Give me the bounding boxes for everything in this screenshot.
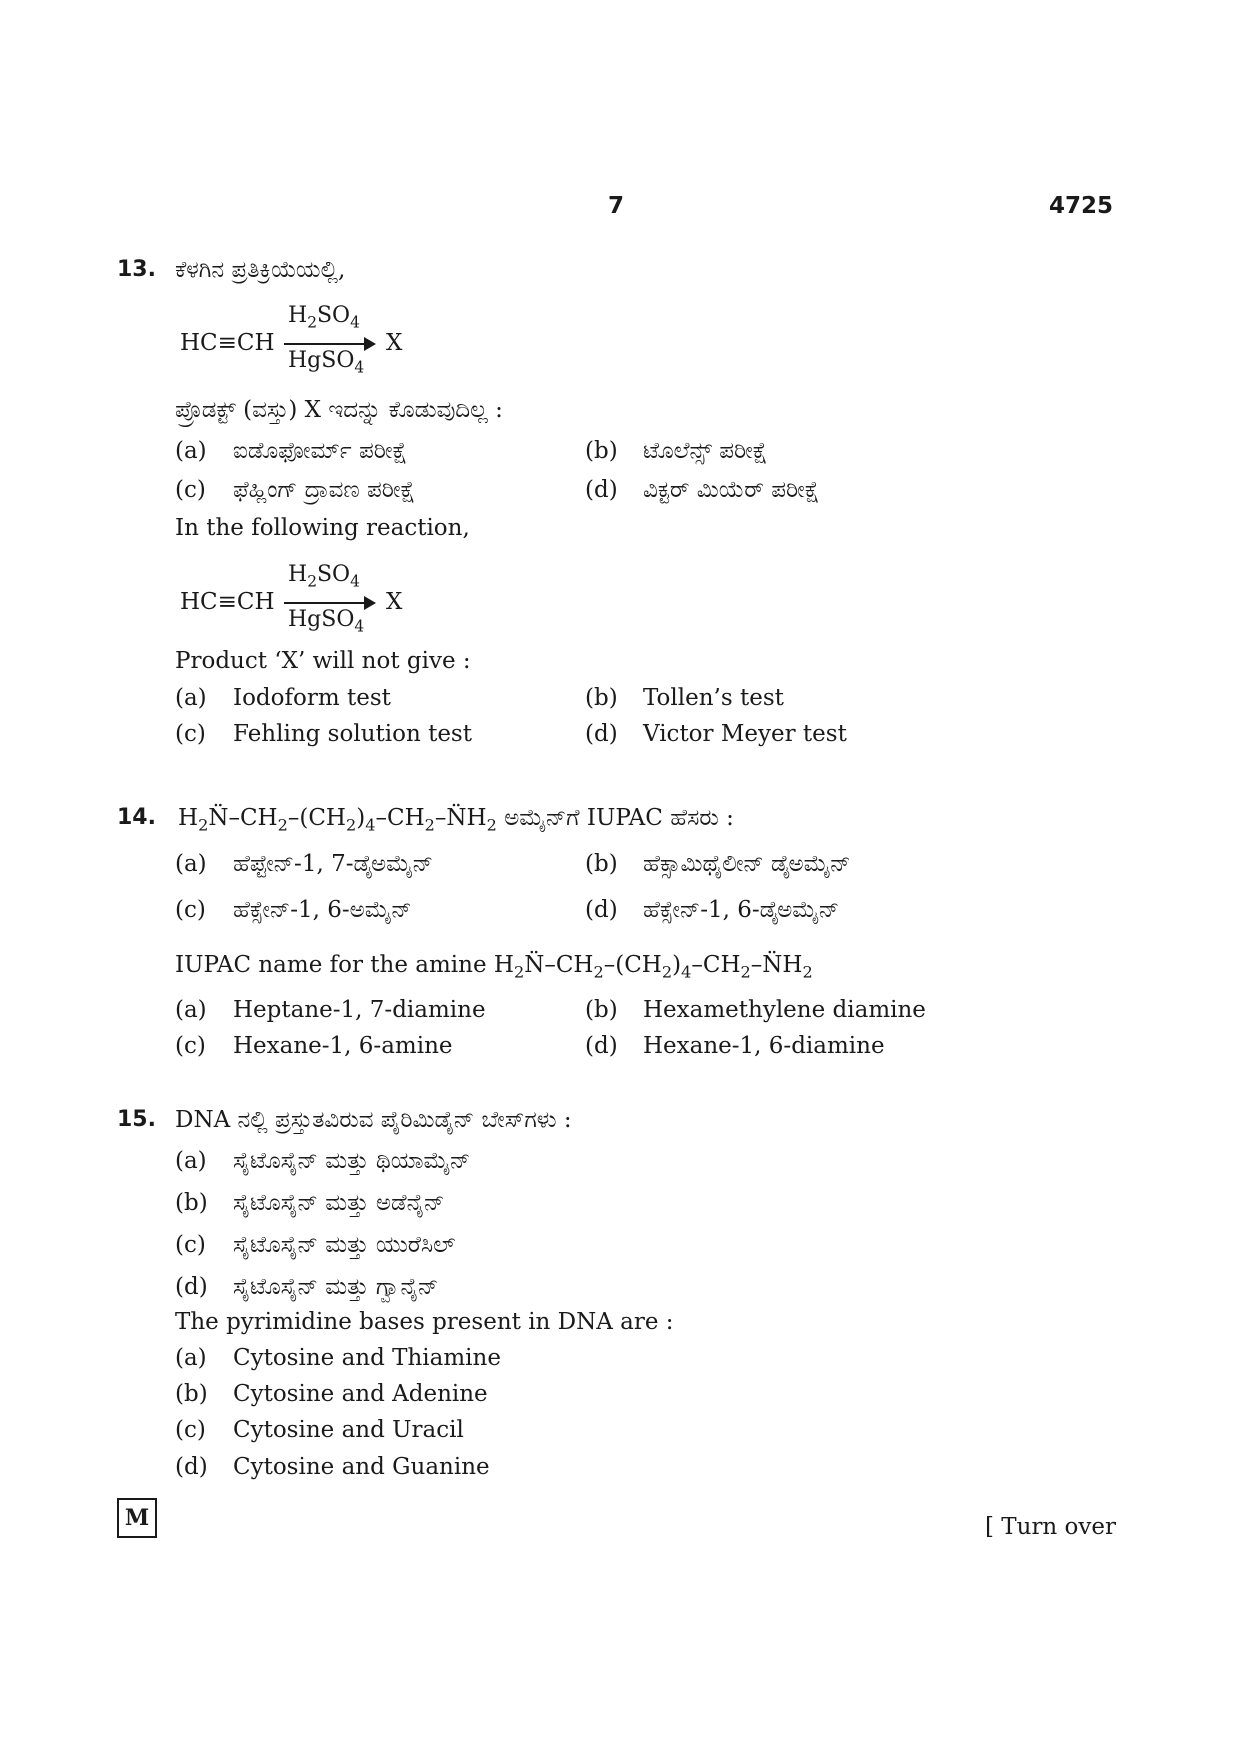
q15-en-option-c: (c) Cytosine and Uracil [175,1417,464,1443]
product: X [386,589,403,615]
q14-en-option-c: (c) Hexane-1, 6-amine [175,1033,453,1059]
q13-kn-option-a: (a) ಐಡೊಫೋರ್ಮ್ ಪರೀಕ್ಷೆ [175,438,408,464]
reactant: HC≡CH [180,330,275,356]
reagent-above: $H_2SO_4$ [288,562,360,591]
q15-kn-option-a: (a) ಸೈಟೊಸೈನ್ ಮತ್ತು ಥಿಯಾಮೈನ್ [175,1148,471,1174]
q13-en-option-d: (d) Victor Meyer test [585,721,847,747]
q15-en-option-a: (a) Cytosine and Thiamine [175,1345,501,1371]
q13-kn-option-d: (d) ವಿಕ್ಟರ್ ಮಿಯೆರ್ ಪರೀಕ್ಷೆ [585,477,820,503]
q15-kn-option-c: (c) ಸೈಟೊಸೈನ್ ಮತ್ತು ಯುರೆಸಿಲ್ [175,1232,456,1258]
q13-reaction-kannada [180,303,420,383]
q13-english-stem: In the following reaction, [175,515,470,541]
q13-kannada-stem: ಕೆಳಗಿನ ಪ್ರತಿಕ್ರಿಯೆಯಲ್ಲಿ, [175,257,346,283]
reagent-below: HgSO$_4$ [288,607,365,636]
question-15-number: 15. [117,1107,156,1132]
q13-kn-option-b: (b) ಟೊಲೆನ್ಸ್ ಪರೀಕ್ಷೆ [585,438,768,464]
amine-formula: $H_2N̈-CH_2-(CH_2)_4-CH_2-N̈H_2$ [493,952,813,982]
product: X [386,330,403,356]
q13-en-option-a: (a) Iodoform test [175,685,391,711]
amine-formula: $H_2N̈-CH_2-(CH_2)_4-CH_2-N̈H_2$ [178,805,497,835]
q13-kn-option-c: (c) ಫೆಹ್ಲಿಂಗ್ ದ್ರಾವಣ ಪರೀಕ್ಷೆ [175,477,416,503]
reaction-arrow [284,343,370,345]
arrow-head-icon [364,596,376,610]
q14-kn-option-d: (d) ಹೆಕ್ಸೇನ್-1, 6-ಡೈಅಮೈನ್ [585,897,840,923]
arrow-head-icon [364,337,376,351]
q13-en-option-c: (c) Fehling solution test [175,721,472,747]
q14-kn-option-c: (c) ಹೆಕ್ಸೇನ್-1, 6-ಅಮೈನ್ [175,897,412,923]
q14-kn-option-b: (b) ಹೆಕ್ಸಾಮಿಥೈಲೀನ್ ಡೈಅಮೈನ್ [585,851,851,877]
q15-kannada-stem: DNA ನಲ್ಲಿ ಪ್ರಸ್ತುತವಿರುವ ಪೈರಿಮಿಡೈನ್ ಬೇಸ್‌ಗಳು : [175,1107,572,1133]
question-14-number: 14. [117,805,156,830]
turn-over-label: [ Turn over [985,1514,1117,1540]
q14-en-option-a: (a) Heptane-1, 7-diamine [175,997,486,1023]
page-number: 7 [608,193,625,219]
q13-kannada-prompt: ಪ್ರೊಡಕ್ಟ್ (ವಸ್ತು) X ಇದನ್ನು ಕೊಡುವುದಿಲ್ಲ : [175,397,503,423]
medium-mark-box: M [117,1498,157,1538]
q14-en-option-b: (b) Hexamethylene diamine [585,997,926,1023]
q13-english-prompt: Product ‘X’ will not give : [175,648,471,674]
q14-en-option-d: (d) Hexane-1, 6-diamine [585,1033,885,1059]
reagent-below: HgSO$_4$ [288,348,365,377]
q15-english-stem: The pyrimidine bases present in DNA are : [175,1309,674,1335]
question-13-number: 13. [117,257,156,282]
q15-kn-option-b: (b) ಸೈಟೊಸೈನ್ ಮತ್ತು ಅಡೆನೈನ್ [175,1190,445,1216]
reactant: HC≡CH [180,589,275,615]
q15-kn-option-d: (d) ಸೈಟೊಸೈನ್ ಮತ್ತು ಗ್ವಾನೈನ್ [175,1274,439,1300]
q15-en-option-b: (b) Cytosine and Adenine [175,1381,488,1407]
q13-en-option-b: (b) Tollen’s test [585,685,784,711]
q15-en-option-d: (d) Cytosine and Guanine [175,1454,490,1480]
reagent-above: $H_2SO_4$ [288,303,360,332]
reaction-arrow [284,602,370,604]
q14-kannada-stem: $H_2N̈-CH_2-(CH_2)_4-CH_2-N̈H_2$ ಅಮೈನ್‌ಗೆ IUPAC ಹೆಸರು : [178,805,734,835]
q13-reaction-english [180,562,420,642]
paper-code: 4725 [1049,193,1114,219]
q14-english-stem: IUPAC name for the amine $H_2N̈-CH_2-(CH_2)_4-CH_2-N̈H_2$ [175,952,813,982]
q14-kn-option-a: (a) ಹೆಪ್ಟೇನ್-1, 7-ಡೈಅಮೈನ್ [175,851,434,877]
